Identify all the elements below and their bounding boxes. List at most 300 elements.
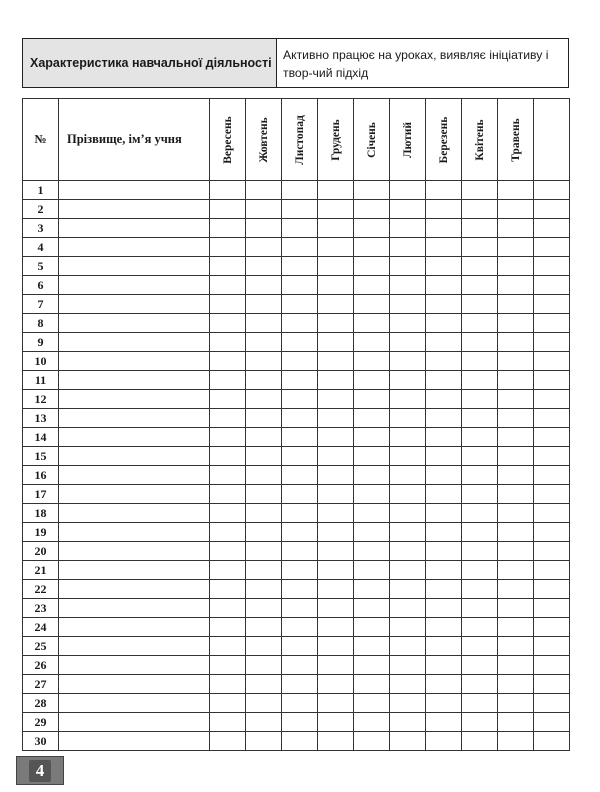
grade-cell[interactable] [318, 390, 354, 409]
grade-cell[interactable] [390, 390, 426, 409]
grade-cell[interactable] [534, 542, 570, 561]
grade-cell[interactable] [426, 504, 462, 523]
grade-cell[interactable] [390, 504, 426, 523]
student-name-cell[interactable] [59, 542, 210, 561]
grade-cell[interactable] [462, 428, 498, 447]
grade-cell[interactable] [390, 466, 426, 485]
grade-cell[interactable] [390, 428, 426, 447]
grade-cell[interactable] [354, 485, 390, 504]
grade-cell[interactable] [246, 542, 282, 561]
grade-cell[interactable] [210, 466, 246, 485]
grade-cell[interactable] [390, 200, 426, 219]
grade-cell[interactable] [462, 295, 498, 314]
grade-cell[interactable] [210, 257, 246, 276]
grade-cell[interactable] [534, 599, 570, 618]
grade-cell[interactable] [318, 694, 354, 713]
grade-cell[interactable] [282, 732, 318, 751]
grade-cell[interactable] [426, 257, 462, 276]
grade-cell[interactable] [246, 200, 282, 219]
grade-cell[interactable] [246, 675, 282, 694]
grade-cell[interactable] [318, 523, 354, 542]
grade-cell[interactable] [534, 276, 570, 295]
grade-cell[interactable] [390, 219, 426, 238]
grade-cell[interactable] [390, 276, 426, 295]
grade-cell[interactable] [354, 371, 390, 390]
grade-cell[interactable] [246, 257, 282, 276]
student-name-cell[interactable] [59, 428, 210, 447]
grade-cell[interactable] [282, 409, 318, 428]
grade-cell[interactable] [498, 447, 534, 466]
grade-cell[interactable] [282, 333, 318, 352]
grade-cell[interactable] [426, 409, 462, 428]
grade-cell[interactable] [210, 637, 246, 656]
grade-cell[interactable] [426, 295, 462, 314]
grade-cell[interactable] [462, 637, 498, 656]
grade-cell[interactable] [318, 561, 354, 580]
grade-cell[interactable] [282, 523, 318, 542]
grade-cell[interactable] [282, 561, 318, 580]
grade-cell[interactable] [426, 485, 462, 504]
grade-cell[interactable] [210, 504, 246, 523]
student-name-cell[interactable] [59, 447, 210, 466]
grade-cell[interactable] [534, 257, 570, 276]
student-name-cell[interactable] [59, 219, 210, 238]
grade-cell[interactable] [462, 333, 498, 352]
grade-cell[interactable] [210, 580, 246, 599]
student-name-cell[interactable] [59, 656, 210, 675]
grade-cell[interactable] [462, 314, 498, 333]
grade-cell[interactable] [246, 599, 282, 618]
grade-cell[interactable] [534, 694, 570, 713]
grade-cell[interactable] [390, 485, 426, 504]
student-name-cell[interactable] [59, 257, 210, 276]
grade-cell[interactable] [462, 504, 498, 523]
grade-cell[interactable] [354, 238, 390, 257]
grade-cell[interactable] [210, 352, 246, 371]
grade-cell[interactable] [390, 371, 426, 390]
grade-cell[interactable] [318, 200, 354, 219]
grade-cell[interactable] [426, 713, 462, 732]
grade-cell[interactable] [318, 713, 354, 732]
student-name-cell[interactable] [59, 238, 210, 257]
grade-cell[interactable] [462, 523, 498, 542]
grade-cell[interactable] [282, 599, 318, 618]
grade-cell[interactable] [282, 675, 318, 694]
grade-cell[interactable] [462, 447, 498, 466]
grade-cell[interactable] [498, 371, 534, 390]
grade-cell[interactable] [318, 618, 354, 637]
grade-cell[interactable] [210, 314, 246, 333]
grade-cell[interactable] [282, 504, 318, 523]
grade-cell[interactable] [390, 238, 426, 257]
student-name-cell[interactable] [59, 276, 210, 295]
grade-cell[interactable] [498, 352, 534, 371]
grade-cell[interactable] [354, 409, 390, 428]
grade-cell[interactable] [498, 238, 534, 257]
grade-cell[interactable] [282, 656, 318, 675]
grade-cell[interactable] [282, 181, 318, 200]
grade-cell[interactable] [462, 352, 498, 371]
student-name-cell[interactable] [59, 713, 210, 732]
grade-cell[interactable] [210, 732, 246, 751]
grade-cell[interactable] [390, 732, 426, 751]
grade-cell[interactable] [354, 428, 390, 447]
grade-cell[interactable] [318, 276, 354, 295]
grade-cell[interactable] [534, 314, 570, 333]
grade-cell[interactable] [426, 181, 462, 200]
grade-cell[interactable] [498, 257, 534, 276]
grade-cell[interactable] [498, 637, 534, 656]
student-name-cell[interactable] [59, 371, 210, 390]
grade-cell[interactable] [426, 219, 462, 238]
grade-cell[interactable] [462, 580, 498, 599]
grade-cell[interactable] [462, 371, 498, 390]
grade-cell[interactable] [534, 333, 570, 352]
grade-cell[interactable] [318, 580, 354, 599]
student-name-cell[interactable] [59, 732, 210, 751]
grade-cell[interactable] [210, 200, 246, 219]
grade-cell[interactable] [282, 295, 318, 314]
grade-cell[interactable] [318, 352, 354, 371]
student-name-cell[interactable] [59, 523, 210, 542]
grade-cell[interactable] [354, 295, 390, 314]
grade-cell[interactable] [498, 580, 534, 599]
grade-cell[interactable] [210, 656, 246, 675]
grade-cell[interactable] [354, 561, 390, 580]
grade-cell[interactable] [318, 238, 354, 257]
grade-cell[interactable] [318, 371, 354, 390]
grade-cell[interactable] [462, 675, 498, 694]
grade-cell[interactable] [282, 314, 318, 333]
grade-cell[interactable] [534, 295, 570, 314]
grade-cell[interactable] [318, 333, 354, 352]
student-name-cell[interactable] [59, 580, 210, 599]
grade-cell[interactable] [498, 181, 534, 200]
grade-cell[interactable] [282, 466, 318, 485]
grade-cell[interactable] [246, 504, 282, 523]
grade-cell[interactable] [426, 675, 462, 694]
grade-cell[interactable] [282, 238, 318, 257]
grade-cell[interactable] [318, 447, 354, 466]
student-name-cell[interactable] [59, 390, 210, 409]
grade-cell[interactable] [462, 390, 498, 409]
grade-cell[interactable] [498, 732, 534, 751]
grade-cell[interactable] [390, 580, 426, 599]
grade-cell[interactable] [498, 561, 534, 580]
grade-cell[interactable] [534, 713, 570, 732]
grade-cell[interactable] [210, 447, 246, 466]
grade-cell[interactable] [390, 409, 426, 428]
grade-cell[interactable] [210, 219, 246, 238]
grade-cell[interactable] [462, 561, 498, 580]
grade-cell[interactable] [534, 181, 570, 200]
grade-cell[interactable] [210, 694, 246, 713]
grade-cell[interactable] [426, 732, 462, 751]
grade-cell[interactable] [246, 561, 282, 580]
grade-cell[interactable] [462, 181, 498, 200]
student-name-cell[interactable] [59, 295, 210, 314]
grade-cell[interactable] [426, 371, 462, 390]
grade-cell[interactable] [534, 352, 570, 371]
grade-cell[interactable] [354, 656, 390, 675]
grade-cell[interactable] [210, 599, 246, 618]
grade-cell[interactable] [390, 314, 426, 333]
grade-cell[interactable] [426, 276, 462, 295]
grade-cell[interactable] [534, 409, 570, 428]
student-name-cell[interactable] [59, 618, 210, 637]
grade-cell[interactable] [282, 580, 318, 599]
grade-cell[interactable] [426, 580, 462, 599]
grade-cell[interactable] [210, 371, 246, 390]
grade-cell[interactable] [498, 390, 534, 409]
grade-cell[interactable] [462, 485, 498, 504]
grade-cell[interactable] [534, 675, 570, 694]
grade-cell[interactable] [318, 656, 354, 675]
grade-cell[interactable] [390, 295, 426, 314]
grade-cell[interactable] [210, 618, 246, 637]
grade-cell[interactable] [426, 200, 462, 219]
grade-cell[interactable] [498, 599, 534, 618]
student-name-cell[interactable] [59, 599, 210, 618]
grade-cell[interactable] [246, 637, 282, 656]
grade-cell[interactable] [318, 637, 354, 656]
student-name-cell[interactable] [59, 561, 210, 580]
grade-cell[interactable] [534, 238, 570, 257]
grade-cell[interactable] [318, 428, 354, 447]
grade-cell[interactable] [210, 523, 246, 542]
grade-cell[interactable] [462, 713, 498, 732]
grade-cell[interactable] [282, 428, 318, 447]
grade-cell[interactable] [426, 466, 462, 485]
grade-cell[interactable] [462, 219, 498, 238]
student-name-cell[interactable] [59, 675, 210, 694]
grade-cell[interactable] [246, 732, 282, 751]
grade-cell[interactable] [426, 542, 462, 561]
grade-cell[interactable] [498, 333, 534, 352]
grade-cell[interactable] [282, 542, 318, 561]
grade-cell[interactable] [318, 485, 354, 504]
grade-cell[interactable] [390, 523, 426, 542]
grade-cell[interactable] [498, 276, 534, 295]
grade-cell[interactable] [282, 637, 318, 656]
grade-cell[interactable] [354, 447, 390, 466]
grade-cell[interactable] [534, 371, 570, 390]
grade-cell[interactable] [210, 675, 246, 694]
grade-cell[interactable] [462, 257, 498, 276]
grade-cell[interactable] [426, 428, 462, 447]
grade-cell[interactable] [390, 656, 426, 675]
grade-cell[interactable] [390, 599, 426, 618]
grade-cell[interactable] [462, 466, 498, 485]
grade-cell[interactable] [534, 580, 570, 599]
grade-cell[interactable] [426, 599, 462, 618]
grade-cell[interactable] [390, 257, 426, 276]
grade-cell[interactable] [354, 390, 390, 409]
grade-cell[interactable] [354, 314, 390, 333]
grade-cell[interactable] [318, 675, 354, 694]
grade-cell[interactable] [498, 428, 534, 447]
grade-cell[interactable] [282, 371, 318, 390]
grade-cell[interactable] [318, 314, 354, 333]
grade-cell[interactable] [390, 713, 426, 732]
grade-cell[interactable] [282, 694, 318, 713]
grade-cell[interactable] [426, 656, 462, 675]
grade-cell[interactable] [318, 599, 354, 618]
grade-cell[interactable] [246, 428, 282, 447]
student-name-cell[interactable] [59, 181, 210, 200]
grade-cell[interactable] [462, 599, 498, 618]
grade-cell[interactable] [246, 352, 282, 371]
grade-cell[interactable] [534, 618, 570, 637]
grade-cell[interactable] [390, 694, 426, 713]
grade-cell[interactable] [534, 732, 570, 751]
student-name-cell[interactable] [59, 200, 210, 219]
grade-cell[interactable] [210, 542, 246, 561]
grade-cell[interactable] [246, 238, 282, 257]
grade-cell[interactable] [354, 276, 390, 295]
grade-cell[interactable] [390, 618, 426, 637]
grade-cell[interactable] [318, 542, 354, 561]
grade-cell[interactable] [246, 447, 282, 466]
grade-cell[interactable] [390, 675, 426, 694]
student-name-cell[interactable] [59, 637, 210, 656]
grade-cell[interactable] [426, 694, 462, 713]
grade-cell[interactable] [462, 409, 498, 428]
grade-cell[interactable] [354, 637, 390, 656]
grade-cell[interactable] [462, 732, 498, 751]
student-name-cell[interactable] [59, 485, 210, 504]
grade-cell[interactable] [246, 276, 282, 295]
grade-cell[interactable] [210, 276, 246, 295]
grade-cell[interactable] [534, 485, 570, 504]
grade-cell[interactable] [246, 485, 282, 504]
grade-cell[interactable] [426, 333, 462, 352]
grade-cell[interactable] [282, 713, 318, 732]
grade-cell[interactable] [498, 409, 534, 428]
student-name-cell[interactable] [59, 409, 210, 428]
grade-cell[interactable] [498, 504, 534, 523]
grade-cell[interactable] [534, 219, 570, 238]
grade-cell[interactable] [246, 580, 282, 599]
grade-cell[interactable] [354, 694, 390, 713]
grade-cell[interactable] [246, 656, 282, 675]
grade-cell[interactable] [498, 523, 534, 542]
grade-cell[interactable] [426, 314, 462, 333]
grade-cell[interactable] [354, 219, 390, 238]
grade-cell[interactable] [354, 732, 390, 751]
grade-cell[interactable] [426, 618, 462, 637]
grade-cell[interactable] [390, 637, 426, 656]
grade-cell[interactable] [318, 181, 354, 200]
grade-cell[interactable] [426, 523, 462, 542]
grade-cell[interactable] [354, 675, 390, 694]
grade-cell[interactable] [210, 428, 246, 447]
student-name-cell[interactable] [59, 314, 210, 333]
grade-cell[interactable] [210, 238, 246, 257]
grade-cell[interactable] [246, 333, 282, 352]
grade-cell[interactable] [426, 390, 462, 409]
grade-cell[interactable] [282, 618, 318, 637]
grade-cell[interactable] [462, 276, 498, 295]
grade-cell[interactable] [246, 694, 282, 713]
grade-cell[interactable] [210, 390, 246, 409]
grade-cell[interactable] [246, 295, 282, 314]
grade-cell[interactable] [426, 447, 462, 466]
student-name-cell[interactable] [59, 466, 210, 485]
grade-cell[interactable] [498, 542, 534, 561]
grade-cell[interactable] [246, 713, 282, 732]
grade-cell[interactable] [462, 200, 498, 219]
grade-cell[interactable] [534, 390, 570, 409]
grade-cell[interactable] [498, 295, 534, 314]
grade-cell[interactable] [462, 618, 498, 637]
grade-cell[interactable] [246, 409, 282, 428]
student-name-cell[interactable] [59, 333, 210, 352]
grade-cell[interactable] [246, 618, 282, 637]
grade-cell[interactable] [354, 542, 390, 561]
grade-cell[interactable] [246, 466, 282, 485]
grade-cell[interactable] [318, 295, 354, 314]
grade-cell[interactable] [246, 390, 282, 409]
grade-cell[interactable] [282, 485, 318, 504]
grade-cell[interactable] [282, 257, 318, 276]
grade-cell[interactable] [534, 561, 570, 580]
grade-cell[interactable] [534, 200, 570, 219]
grade-cell[interactable] [498, 485, 534, 504]
grade-cell[interactable] [282, 352, 318, 371]
grade-cell[interactable] [390, 447, 426, 466]
grade-cell[interactable] [390, 181, 426, 200]
grade-cell[interactable] [354, 504, 390, 523]
grade-cell[interactable] [462, 694, 498, 713]
grade-cell[interactable] [354, 466, 390, 485]
grade-cell[interactable] [354, 333, 390, 352]
grade-cell[interactable] [210, 713, 246, 732]
grade-cell[interactable] [282, 219, 318, 238]
grade-cell[interactable] [210, 485, 246, 504]
grade-cell[interactable] [354, 523, 390, 542]
grade-cell[interactable] [210, 409, 246, 428]
grade-cell[interactable] [390, 542, 426, 561]
grade-cell[interactable] [426, 352, 462, 371]
student-name-cell[interactable] [59, 504, 210, 523]
student-name-cell[interactable] [59, 352, 210, 371]
grade-cell[interactable] [354, 599, 390, 618]
grade-cell[interactable] [354, 181, 390, 200]
grade-cell[interactable] [282, 447, 318, 466]
grade-cell[interactable] [426, 637, 462, 656]
grade-cell[interactable] [246, 314, 282, 333]
grade-cell[interactable] [534, 656, 570, 675]
grade-cell[interactable] [390, 333, 426, 352]
grade-cell[interactable] [354, 200, 390, 219]
grade-cell[interactable] [246, 523, 282, 542]
grade-cell[interactable] [282, 276, 318, 295]
grade-cell[interactable] [498, 713, 534, 732]
grade-cell[interactable] [318, 504, 354, 523]
grade-cell[interactable] [498, 314, 534, 333]
grade-cell[interactable] [282, 200, 318, 219]
grade-cell[interactable] [462, 238, 498, 257]
grade-cell[interactable] [498, 656, 534, 675]
grade-cell[interactable] [426, 238, 462, 257]
grade-cell[interactable] [498, 675, 534, 694]
grade-cell[interactable] [246, 219, 282, 238]
grade-cell[interactable] [210, 561, 246, 580]
grade-cell[interactable] [246, 181, 282, 200]
grade-cell[interactable] [462, 542, 498, 561]
grade-cell[interactable] [318, 732, 354, 751]
